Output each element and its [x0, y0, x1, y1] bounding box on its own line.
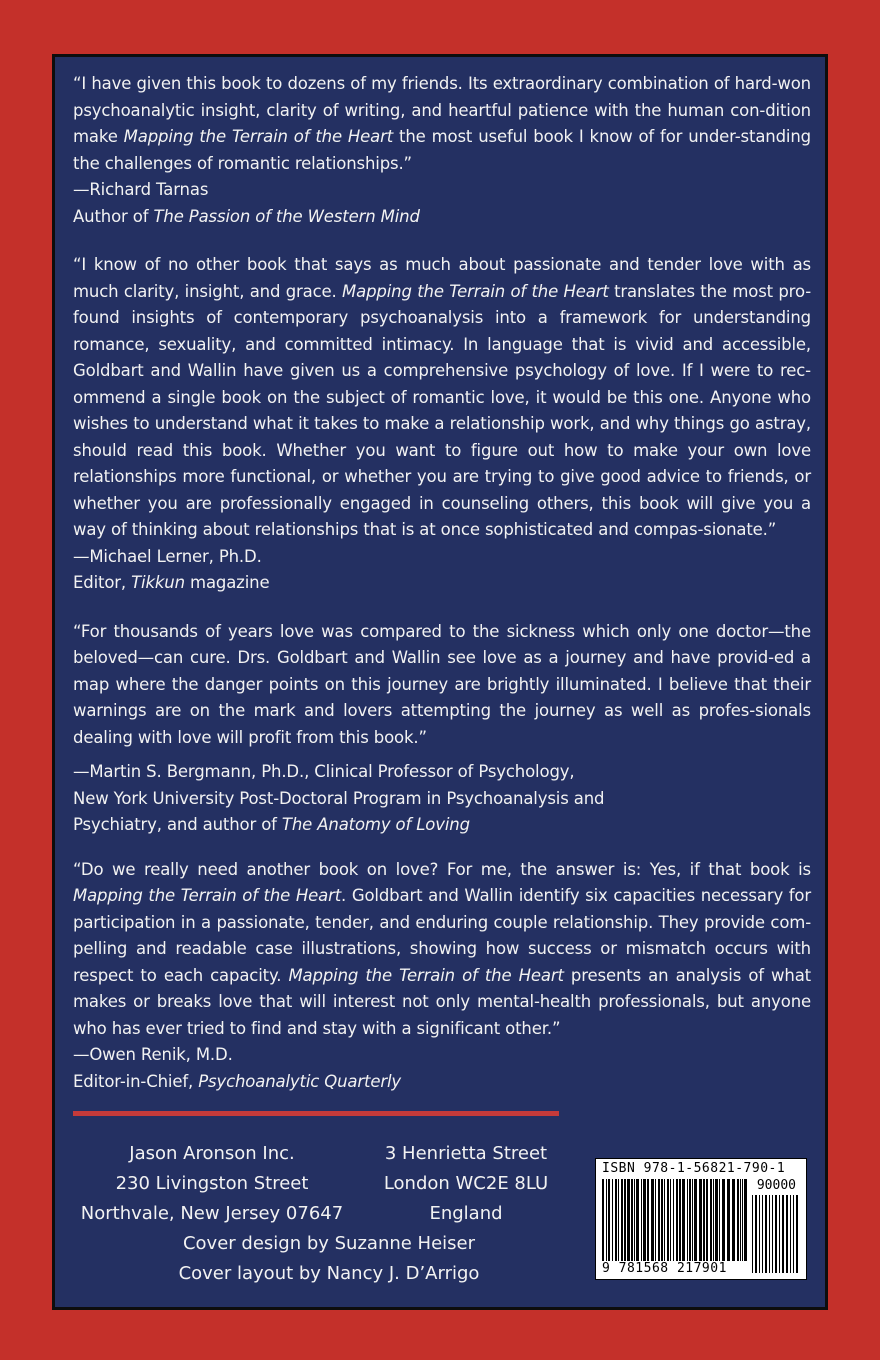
barcode-bar — [742, 1179, 743, 1261]
barcode-bar — [676, 1179, 678, 1261]
barcode-bar — [612, 1179, 613, 1261]
barcode-bar — [651, 1179, 654, 1261]
barcode-bar — [608, 1179, 610, 1261]
publisher-us-address — [77, 1139, 347, 1229]
barcode-bar — [692, 1179, 693, 1261]
barcode-bar — [667, 1179, 669, 1261]
barcode-bar — [602, 1179, 604, 1261]
barcode-bar — [737, 1179, 739, 1261]
blurb-author-role: Editor-in-Chief, Psychoanalytic Quarterly — [73, 1071, 402, 1091]
barcode-bar — [658, 1179, 660, 1261]
address-line: England — [429, 1203, 503, 1224]
ean-number: 9 781568 217901 — [602, 1261, 727, 1276]
barcode-bar — [636, 1179, 639, 1261]
back-cover-panel — [52, 54, 828, 1310]
blurb-tarnas — [73, 71, 811, 230]
blurb-bergmann — [73, 619, 811, 839]
blurb-renik — [73, 857, 811, 1096]
barcode-bar — [634, 1179, 635, 1261]
divider-line — [73, 1111, 559, 1116]
addon-bar — [796, 1195, 798, 1273]
blurb-text: “I know of no other book that says as much about passionate and tender love with as much clarity, insight, and grace. Mapping the Terrain of the Heart translates the most pro-found insights of contemporary psychoanalysis into a framework for understanding romance, sexuality, and committed intimacy. In language that is vivid and accessible, Goldbart and Wallin have given us a comprehensive psychology of love. If I were to rec-ommend a single book on the subject of romantic love, it would be this one. Anyone who wishes to understand what it takes to make a relationship work, and why things go astray, should read this book. Whether you want to figure out how to make your own love relationships more functional, or whether you are trying to give good advice to friends, or whether you are professionally engaged in counseling others, this book will give you a way of thinking about relationships that is at once sophisticated and compas-sionate.” — [73, 255, 812, 539]
barcode-bar — [615, 1179, 617, 1261]
blurb-author: —Richard Tarnas — [73, 180, 209, 199]
addon-bar — [759, 1195, 760, 1273]
barcode-bar — [727, 1179, 730, 1261]
addon-bar — [772, 1195, 773, 1273]
blurb-text: “For thousands of years love was compared to the sickness which only one doctor—the beloved—can cure. Drs. Goldbart and Wallin see love as a journey and have provid-ed a map where the danger points on this journey are brightly illuminated. I believe that their warnings are on the mark and lovers attempting the journey as well as profes-sionals dealing with love will profit from this book.” — [73, 621, 811, 747]
blurb-author: —Martin S. Bergmann, Ph.D., Clinical Professor of Psychology, — [73, 762, 575, 781]
addon-bar — [762, 1195, 763, 1273]
barcode-bar — [624, 1179, 626, 1261]
barcode-bar — [606, 1179, 607, 1261]
cover-credits — [149, 1229, 509, 1289]
addon-bar — [786, 1195, 788, 1273]
blurb-author-affiliation: New York University Post-Doctoral Program in Psychoanalysis and — [73, 788, 605, 808]
blurb-text: “I have given this book to dozens of my friends. Its extraordinary combination of hard-won psychoanalytic insight, clarity of writing, and heartful patience with the human con-dition make Mapping the Terrain of the Heart the most useful book I know of for under-standing the challenges of romantic relationships.” — [73, 74, 811, 173]
addon-bar — [755, 1195, 757, 1273]
credit-line: Cover layout by Nancy J. D’Arrigo — [178, 1263, 480, 1284]
isbn-barcode — [595, 1158, 807, 1280]
address-line: 3 Henrietta Street — [384, 1143, 548, 1164]
barcode-bar — [661, 1179, 663, 1261]
addon-bar — [793, 1195, 794, 1273]
blurb-author-role: Editor, Tikkun magazine — [73, 573, 270, 592]
addon-bar — [769, 1195, 770, 1273]
address-line: Jason Aronson Inc. — [129, 1143, 295, 1164]
barcode-bar — [679, 1179, 681, 1261]
barcode-bar — [706, 1179, 708, 1261]
barcode-bar — [719, 1179, 720, 1261]
barcode-bar — [710, 1179, 712, 1261]
price-code: 90000 — [756, 1178, 796, 1193]
addon-bar — [782, 1195, 784, 1273]
address-line: Northvale, New Jersey 07647 — [80, 1203, 344, 1224]
address-line: London WC2E 8LU — [383, 1173, 549, 1194]
barcode-bar — [694, 1179, 697, 1261]
publisher-uk-address — [371, 1139, 561, 1229]
blurb-lerner — [73, 252, 811, 597]
blurb-author: —Owen Renik, M.D. — [73, 1045, 233, 1064]
isbn-text: ISBN 978-1-56821-790-1 — [602, 1161, 786, 1176]
barcode-bar — [670, 1179, 671, 1261]
addon-bar — [765, 1195, 767, 1273]
barcode-bar — [715, 1179, 718, 1261]
addon-bar — [775, 1195, 777, 1273]
barcode-bar — [673, 1179, 674, 1261]
addon-bar — [752, 1195, 753, 1273]
barcode-bar — [618, 1179, 619, 1261]
credit-line: Cover design by Suzanne Heiser — [182, 1233, 476, 1254]
barcode-bar — [703, 1179, 705, 1261]
barcode-bar — [713, 1179, 714, 1261]
barcode-bar — [621, 1179, 623, 1261]
barcode-bar — [744, 1179, 747, 1261]
barcode-bar — [689, 1179, 691, 1261]
blurb-author-role: Author of The Passion of the Western Mind — [73, 206, 420, 226]
blurb-author-role: Psychiatry, and author of The Anatomy of Loving — [73, 815, 470, 834]
addon-bar — [790, 1195, 791, 1273]
barcode-bar — [643, 1179, 646, 1261]
barcode-bar — [722, 1179, 725, 1261]
barcode-bar — [699, 1179, 702, 1261]
barcode-bar — [627, 1179, 630, 1261]
barcode-bar — [641, 1179, 642, 1261]
blurb-author: —Michael Lerner, Ph.D. — [73, 546, 262, 566]
barcode-bar — [687, 1179, 688, 1261]
barcode-bar — [740, 1179, 741, 1261]
barcode-bar — [682, 1179, 685, 1261]
blurbs — [73, 71, 811, 1095]
barcode-bar — [732, 1179, 735, 1261]
blurb-text: “Do we really need another book on love? For me, the answer is: Yes, if that book is Mapping the Terrain of the Heart. Goldbart and Wallin identify six capacities necessary for participation in a passionate, tender, and enduring couple relationship. They provide com-pelling and readable case illustrations, showing how success or mismatch occurs with respect to each capacity. Mapping the Terrain of the Heart presents an analysis of what makes or breaks love that will interest not only mental-health professionals, but anyone who has ever tried to find and stay with a significant other.” — [73, 859, 811, 1038]
barcode-bar — [664, 1179, 665, 1261]
addon-bar — [779, 1195, 780, 1273]
barcode-bar — [647, 1179, 649, 1261]
barcode-bar — [631, 1179, 633, 1261]
address-line: 230 Livingston Street — [115, 1173, 309, 1194]
barcode-bar — [655, 1179, 656, 1261]
